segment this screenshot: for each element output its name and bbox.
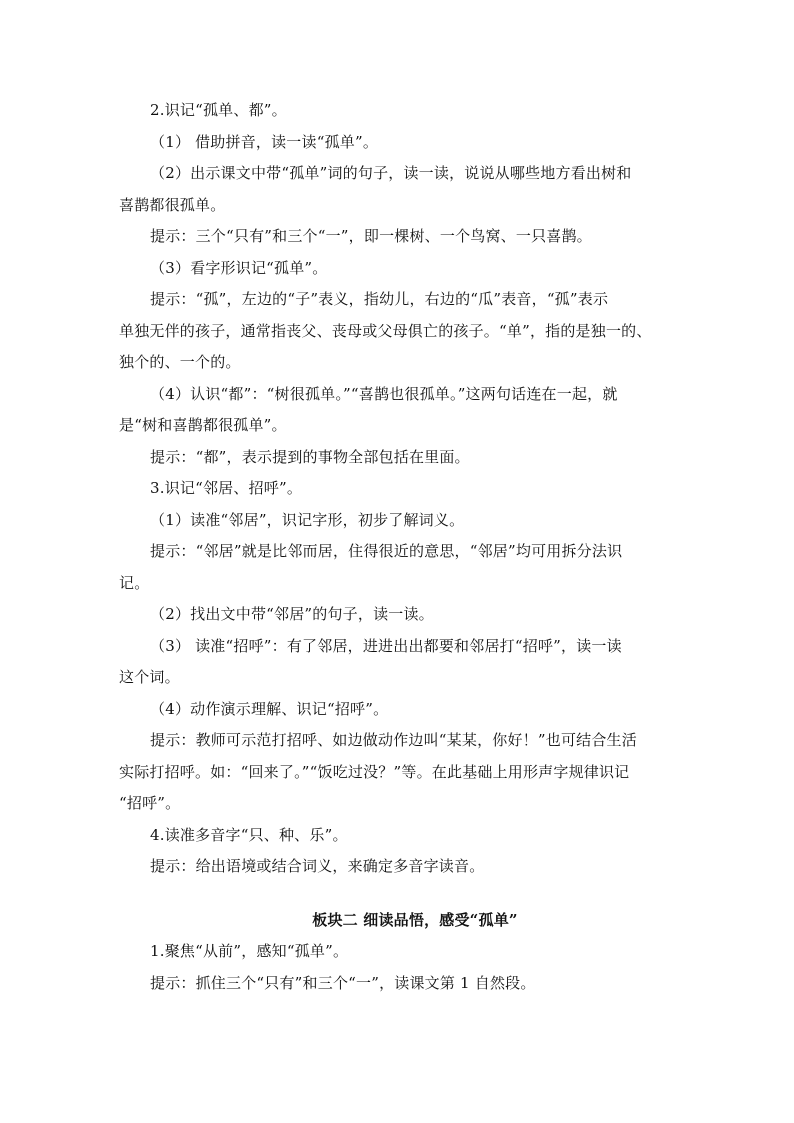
- document-body: [119, 95, 679, 999]
- text-line: 1.聚焦“从前”，感知“孤单”。: [150, 942, 349, 960]
- text-line: 独个的、一个的。: [119, 353, 241, 371]
- hint-line: 提示：三个“只有”和三个“一”，即一棵树、一个鸟窝、一只喜鹊。: [150, 227, 592, 245]
- text-line: 喜鹊都很孤单。: [119, 195, 226, 214]
- text-line: （1）读准“邻居”，识记字形，初步了解词义。: [150, 510, 465, 529]
- text-line: （2）找出文中带“邻居”的句子，读一读。: [150, 605, 434, 623]
- text-line: （4）认识“都”：“树很孤单。”“喜鹊也很孤单。”这两句话连在一起，就: [150, 384, 618, 403]
- section-heading: 板块二 细读品悟，感受“孤单”: [312, 910, 518, 929]
- hint-line: 提示：抓住三个“只有”和三个“一”，读课文第 1 自然段。: [150, 973, 536, 992]
- text-line: 这个词。: [119, 668, 180, 686]
- text-line: 记。: [119, 573, 150, 592]
- hint-line: 提示：“邻居”就是比邻而居，住得很近的意思，“邻居”均可用拆分法识: [150, 542, 623, 560]
- text-line: 2.识记“孤单、都”。: [150, 101, 287, 119]
- text-line: （3） 读准“招呼”：有了邻居，进进出出都要和邻居打“招呼”，读一读: [150, 636, 622, 655]
- text-line: 4.读准多音字“只、种、乐”。: [150, 825, 348, 844]
- text-line: （3）看字形识记“孤单”。: [150, 258, 328, 277]
- text-line: 单独无伴的孩子，通常指丧父、丧母或父母俱亡的孩子。“单”，指的是独一的、: [119, 321, 652, 340]
- text-line: “招呼”。: [119, 794, 181, 812]
- text-line: 实际打招呼。如：“回来了。”“饭吃过没？”等。在此基础上用形声字规律识记: [119, 762, 630, 781]
- hint-line: 提示：“都”，表示提到的事物全部包括在里面。: [150, 447, 470, 466]
- hint-line: 提示：给出语境或结合词义，来确定多音字读音。: [150, 857, 485, 875]
- text-line: 3.识记“邻居、招呼”。: [150, 479, 303, 497]
- text-line: （1） 借助拼音，读一读“孤单”。: [150, 132, 379, 151]
- text-line: 是“树和喜鹊都很孤单”。: [119, 416, 287, 434]
- text-line: （4）动作演示理解、识记“招呼”。: [150, 699, 389, 718]
- text-line: （2）出示课文中带“孤单”词的句子，读一读，说说从哪些地方看出树和: [150, 164, 632, 182]
- hint-line: 提示：“孤”，左边的“子”表义，指幼儿，右边的“瓜”表音，“孤”表示: [150, 290, 609, 308]
- hint-line: 提示：教师可示范打招呼、如边做动作边叫“某某，你好！”也可结合生活: [150, 731, 637, 749]
